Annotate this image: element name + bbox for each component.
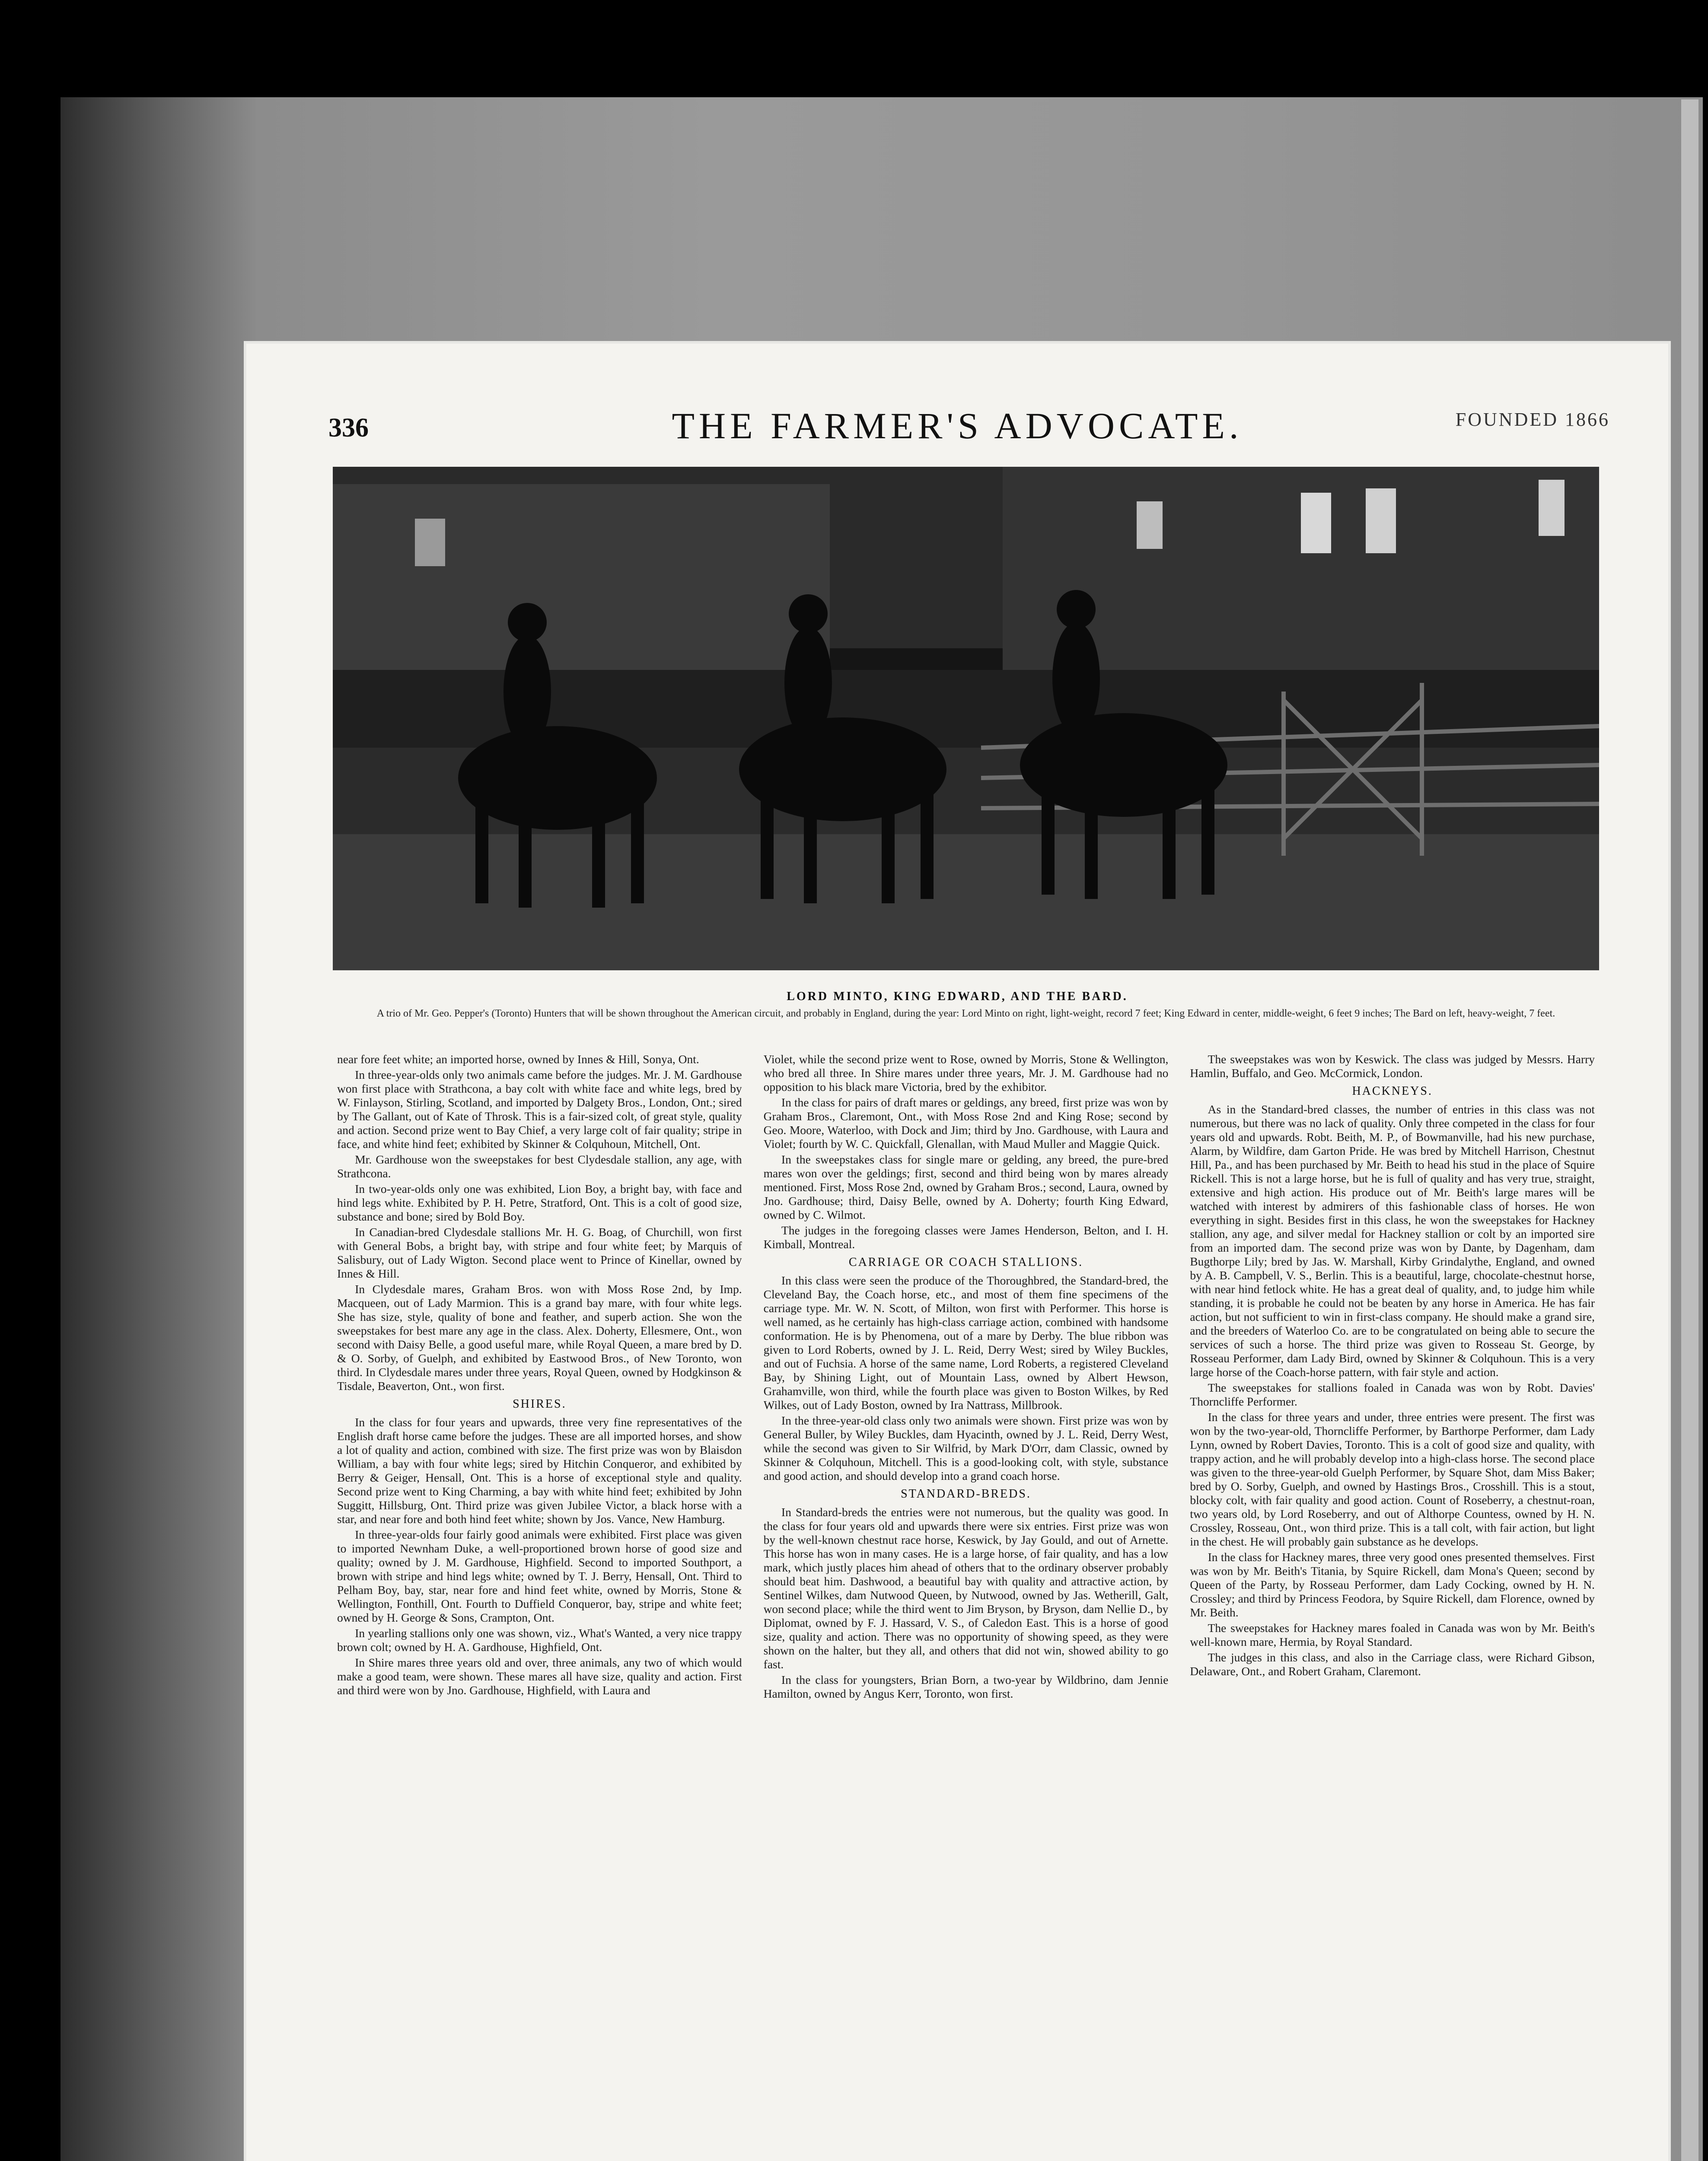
paragraph: In three-year-olds four fairly good animals were exhibited. First place was given to imported Newnham Duke, a well-proportioned brown horse of good size and quality; owned by J. M. Gardhouse, Highfield. Second to imported Southport, a brown with stripe and hind legs white; owned by T. J. Berry, Hensall, Ont. Third to Pelham Boy, bay, star, near fore and hind feet white, owned by Morris, Stone & Wellington, Fonthill, Ont. Fourth to Duffield Conqueror, bay, stripe and white feet; owned by H. George & Sons, Crampton, Ont. <box>337 1528 742 1624</box>
paragraph: In Standard-breds the entries were not numerous, but the quality was good. In the class for four years old and upwards there were six entries. First prize was won by the well-known chestnut race horse, Keswick, by Jay Gould, and out of Arnette. This horse has won in many cases. He is a large horse, of fair quality, and has a low mark, which justly places him ahead of others that to the ordinary observer probably should beat him. Dashwood, a beautiful bay with quality and attractive action, by Sentinel Wilkes, dam Nutwood Queen, by Nutwood, owned by Jas. Wetherill, Galt, won second place; while the third went to Jim Bryson, by Bryson, dam Nellie D., by Diplomat, owned by F. J. Hassard, V. S., of Caledon East. This is a horse of good size, quality and action. There was no opportunity of showing speed, as they were shown on the halter, but they all, and others that did not win, showed ability to go fast. <box>763 1505 1169 1671</box>
paragraph: In the class for four years and upwards, three very fine representatives of the English draft horse came before the judges. These are all imported horses, and show a lot of quality and action, combined with size. The first prize was won by Blaisdon William, a bay with four white legs; sired by Hitchin Conqueror, and exhibited by Berry & Geiger, Hensall, Ont. This is a horse of exceptional style and quality. Second prize went to King Charming, a bay with white hind feet; exhibited by John Suggitt, Hillsburg, Ont. Third prize was given Jubilee Victor, a black horse with a star, and near fore and both hind feet white; shown by Jos. Vance, New Hamburg. <box>337 1415 742 1526</box>
photo-caption: A trio of Mr. Geo. Pepper's (Toronto) Hunters that will be shown throughout the American circuit, and probably in England, during the year: Lord Minto on right, light-weight, record 7 feet; King Edward in center, middle-weight, 6 feet 9 inches; The Bard on left, heavy-weight, 7 feet. <box>376 1008 1555 1019</box>
section-heading-standard-breds: STANDARD-BREDS. <box>901 1487 1031 1501</box>
publication-title: THE FARMER'S ADVOCATE. <box>672 405 1243 446</box>
paragraph: In this class were seen the produce of the Thoroughbred, the Standard-bred, the Cleveland Bay, the Coach horse, etc., and most of them fine specimens of the carriage type. Mr. W. N. Scott, of Milton, won first with Performer. This horse is well named, as he certainly has high-class carriage action, combined with handsome conformation. He is by Phenomena, out of a mare by Derby. The blue ribbon was given to Lord Roberts, owned by J. L. Reid, Derry West; sired by Wiley Buckles, and out of Fuchsia. A horse of the same name, Lord Roberts, a registered Cleveland Bay, by Shining Light, out of Mountain Lass, owned by Albert Hewson, Grahamville, won third, while the fourth place was given to Boston Wilkes, by Red Wilkes, out of Lady Boston, owned by Ira Nattrass, Millbrook. <box>763 1274 1169 1412</box>
paragraph: The sweepstakes for stallions foaled in Canada was won by Robt. Davies' Thorncliffe Performer. <box>1190 1381 1595 1408</box>
column-3 <box>1190 1052 1595 2161</box>
paragraph: The sweepstakes for Hackney mares foaled in Canada was won by Mr. Beith's well-known mare, Hermia, by Royal Standard. <box>1190 1621 1595 1648</box>
adjacent-page-edge <box>1681 99 1698 2161</box>
paragraph: In the class for youngsters, Brian Born, a two-year by Wildbrino, dam Jennie Hamilton, owned by Angus Kerr, Toronto, won first. <box>763 1673 1169 1700</box>
paragraph: In Shire mares three years old and over, three animals, any two of which would make a good team, were shown. These mares all have size, quality and action. First and third were won by Jno. Gardhouse, Highfield, with Laura and <box>337 1656 742 1697</box>
section-heading-shires: SHIRES. <box>513 1397 567 1411</box>
paragraph: In Clydesdale mares, Graham Bros. won with Moss Rose 2nd, by Imp. Macqueen, out of Lady Marmion. This is a grand bay mare, with four white legs. She has size, style, quality of bone and feather, and superb action. She won the sweepstakes for best mare any age in the class. Alex. Doherty, Ellesmere, Ont., won second with Daisy Belle, a good useful mare, while Royal Queen, a mare bred by D. & O. Sorby, of Guelph, and exhibited by Eastwood Bros., of New Toronto, won third. In Clydesdale mares under three years, Royal Queen, owned by Hodgkinson & Tisdale, Beaverton, Ont., won first. <box>337 1282 742 1393</box>
photo-caption-title: LORD MINTO, KING EDWARD, AND THE BARD. <box>787 990 1128 1003</box>
paragraph: Violet, while the second prize went to Rose, owned by Morris, Stone & Wellington, who bred all three. In Shire mares under three years, Mr. J. M. Gardhouse had no opposition to his black mare Victoria, bred by the exhibitor. <box>763 1052 1169 1093</box>
paragraph: As in the Standard-bred classes, the number of entries in this class was not numerous, but there was no lack of quality. Only three competed in the class for four years old and upwards. Robt. Beith, M. P., of Bowmanville, had his new purchase, Alarm, by Wildfire, dam Garton Pride. He was bred by Mitchell Harrison, Chestnut Hill, Pa., and has been purchased by Mr. Beith to head his stud in the place of Squire Rickell. This is not a large horse, but he is full of quality and has very true, straight, extensive and high action. His produce out of Mr. Beith's large mares will be watched with interest by admirers of this fashionable class of horses. He won everything in sight. Besides first in this class, he won the sweepstakes for Hackney stallion, any age, and silver medal for Hackney stallion or colt by an imported sire from an imported dam. The second prize was won by Dante, by Dagenham, dam Bugthorpe Lily; bred by Jas. W. Marshall, Kirby Grindalythe, England, and owned by A. B. Campbell, V. S., Berlin. This is a beautiful, large, chocolate-chestnut horse, with near hind fetlock white. He has a great deal of quality, and, to judge him while standing, it is probable he could not be beaten by any horse in America. He has fair action, but not sufficient to win in first-class company. He should make a grand sire, and the breeders of Waterloo Co. are to be congratulated on being able to secure the services of such a horse. The third prize was given to Rosseau St. George, by Rosseau Performer, dam Lady Bird, owned by Skinner & Colquhoun. This is a very large horse of the Coach-horse pattern, with fair style and action. <box>1190 1103 1595 1379</box>
section-heading-carriage: CARRIAGE OR COACH STALLIONS. <box>848 1256 1083 1269</box>
paragraph: In two-year-olds only one was exhibited, Lion Boy, a bright bay, with face and hind legs white. Exhibited by P. H. Petre, Stratford, Ont. This is a colt of good size, substance and bone; sired by Bold Boy. <box>337 1182 742 1223</box>
paragraph: Mr. Gardhouse won the sweepstakes for best Clydesdale stallion, any age, with Strathcona. <box>337 1153 742 1180</box>
horses-photograph <box>333 467 1599 970</box>
paragraph: The judges in this class, and also in the Carriage class, were Richard Gibson, Delaware, Ont., and Robert Graham, Claremont. <box>1190 1651 1595 1678</box>
paragraph: The sweepstakes was won by Keswick. The class was judged by Messrs. Harry Hamlin, Buffalo, and Geo. McCormick, London. <box>1190 1052 1595 1080</box>
column-1 <box>337 1052 742 2161</box>
paragraph: In the three-year-old class only two animals were shown. First prize was won by General Buller, by Wiley Buckles, dam Hyacinth, owned by J. L. Reid, Derry West, while the second was given to Sir Wilfrid, by Mark D'Orr, dam Classic, owned by Skinner & Colquhoun, Mitchell. This is a good-looking colt, with style, substance and good action, and should develop into a grand coach horse. <box>763 1414 1169 1482</box>
section-heading-hackneys: HACKNEYS. <box>1352 1084 1433 1098</box>
article-columns <box>337 1052 1595 2161</box>
paragraph: In yearling stallions only one was shown, viz., What's Wanted, a very nice trappy brown colt; owned by H. A. Gardhouse, Highfield, Ont. <box>337 1626 742 1654</box>
paragraph: In Canadian-bred Clydesdale stallions Mr. H. G. Boag, of Churchill, won first with General Bobs, a bright bay, with stripe and four white feet; by Marquis of Salisbury, out of Lady Wigton. Second place went to Prince of Kinellar, owned by Innes & Hill. <box>337 1225 742 1280</box>
page-header <box>246 344 1668 446</box>
newspaper-page <box>246 344 1668 2161</box>
paragraph: In the class for Hackney mares, three very good ones presented themselves. First was won by Mr. Beith's Titania, by Squire Rickell, dam Mona's Queen; second by Queen of the Party, by Rosseau Performer, dam Lady Cocking, owned by H. N. Crossley; and third by Princess Feodora, by Squire Rickell, dam Florence, owned by Mr. Beith. <box>1190 1550 1595 1619</box>
founded-note: FOUNDED 1866 <box>1455 409 1610 430</box>
paragraph: In the class for three years and under, three entries were present. The first was won by the two-year-old, Thorncliffe Performer, by Barthorpe Performer, dam Lady Lynn, owned by Robert Davies, Toronto. This is a colt of good size and quality, with trappy action, and he will probably develop into a high-class horse. The second place was given to the three-year-old Guelph Performer, by Square Shot, dam Miss Baker; bred by O. Sorby, Guelph, and owned by Hastings Bros., Crosshill. This is a stout, blocky colt, with fair quality and good action. Count of Roseberry, a chestnut-roan, two years old, by Lord Roseberry, and out of Althorpe Countess, owned by H. N. Crossley, Rosseau, Ont., won third prize. This is a tall colt, with fair action, but light in the chest. He will probably gain substance as he develops. <box>1190 1410 1595 1548</box>
page-number: 336 <box>328 413 369 443</box>
paragraph: near fore feet white; an imported horse, owned by Innes & Hill, Sonya, Ont. <box>337 1052 699 1066</box>
paragraph: In three-year-olds only two animals came before the judges. Mr. J. M. Gardhouse won first place with Strathcona, a bay colt with white face and white legs, bred by W. Finlayson, Stirling, Scotland, and imported by Dalgety Bros., London, Ont.; sired by The Gallant, out of Kate of Throsk. This is a fair-sized colt, of great style, quality and action. Second prize went to Bay Chief, a very large colt of fair quality; stripe in face, and white hind feet; exhibited by Skinner & Colquhoun, Mitchell, Ont. <box>337 1068 742 1151</box>
photograph-illustration <box>333 467 1599 970</box>
paragraph: The judges in the foregoing classes were James Henderson, Belton, and I. H. Kimball, Montreal. <box>763 1224 1169 1251</box>
paragraph: In the class for pairs of draft mares or geldings, any breed, first prize was won by Graham Bros., Claremont, Ont., with Moss Rose 2nd and King Rose; second by Geo. Moore, Waterloo, with Dock and Jim; third by Jno. Gardhouse, with Laura and Violet; fourth by W. C. Quickfall, Glenallan, with Maud Muller and Maggie Quick. <box>763 1096 1169 1151</box>
column-2 <box>764 1052 1169 2161</box>
paragraph: In the sweepstakes class for single mare or gelding, any breed, the pure-bred mares won over the geldings; first, second and third being won by mares already mentioned. First, Moss Rose 2nd, owned by Graham Bros.; second, Laura, owned by Jno. Gardhouse; third, Daisy Belle, owned by A. Doherty; fourth King Edward, owned by C. Wilmot. <box>763 1153 1169 1221</box>
